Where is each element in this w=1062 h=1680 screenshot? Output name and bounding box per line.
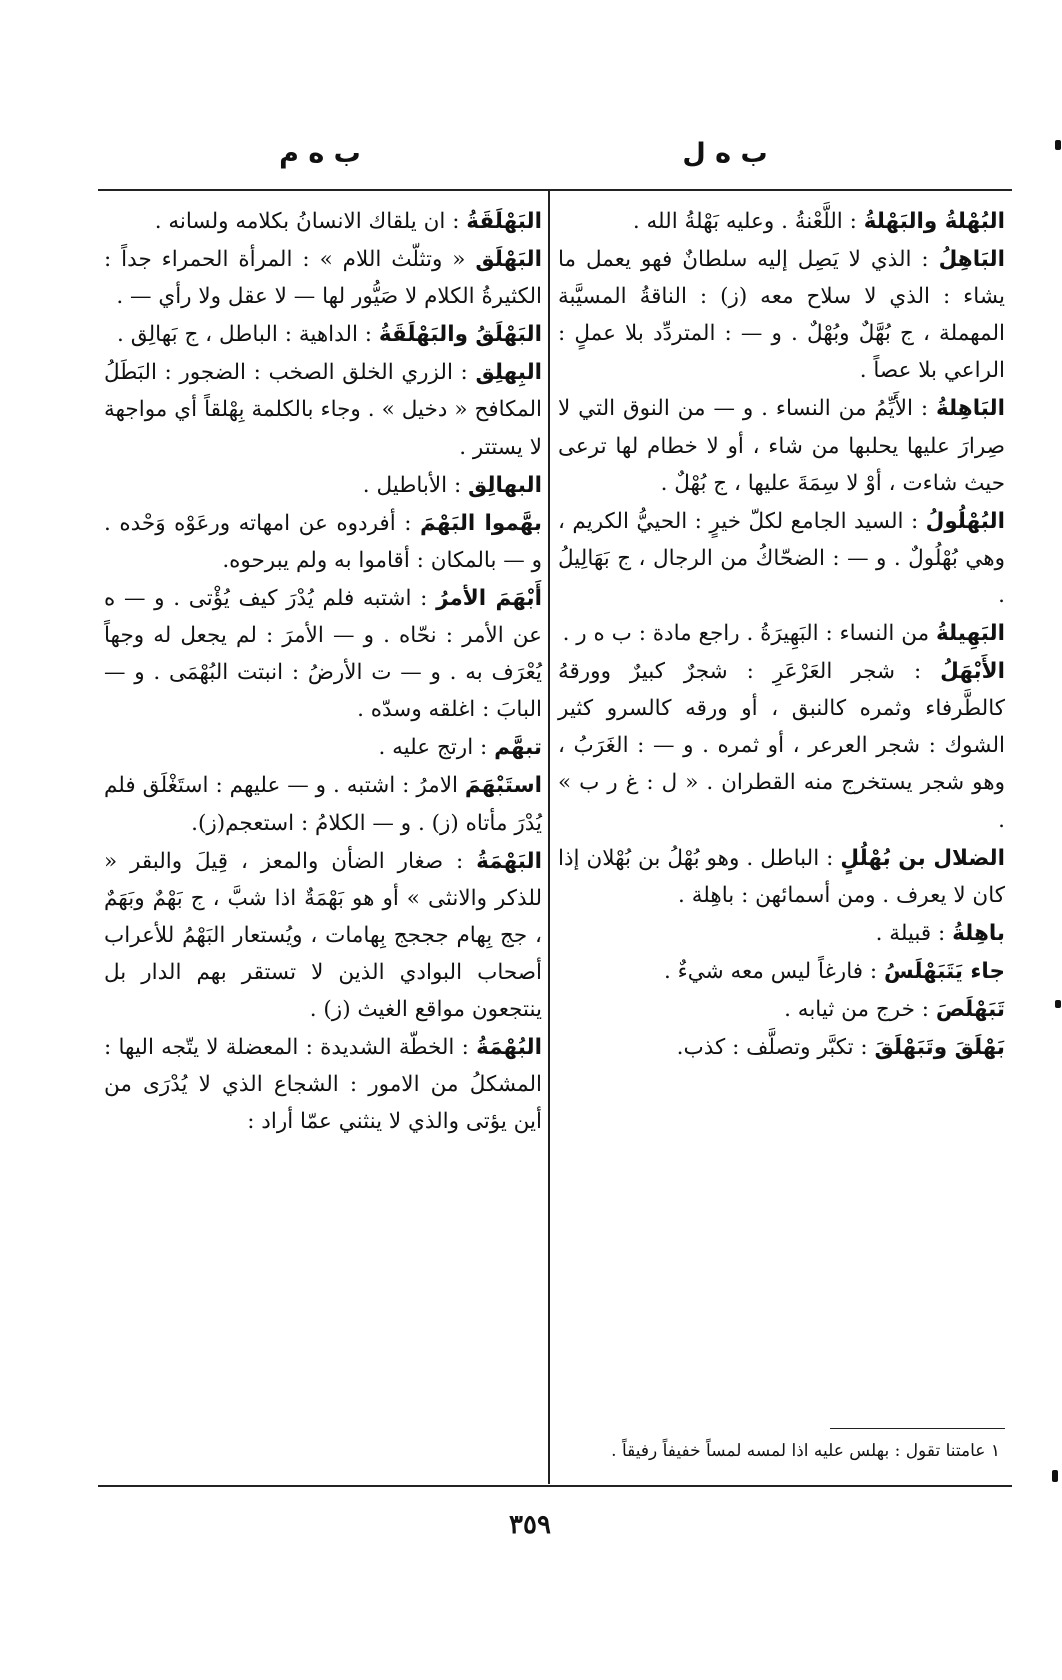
entry-definition: : فارغاً ليس معه شيءٌ . <box>663 958 878 984</box>
dictionary-entry <box>104 316 542 353</box>
dictionary-entry <box>104 767 542 841</box>
dictionary-entry <box>558 390 1005 501</box>
scan-speck <box>1052 1470 1058 1482</box>
entry-headword: البُهْلُولُ <box>925 508 1005 534</box>
entry-definition: : الأباطيل . <box>362 472 462 498</box>
dictionary-entry <box>104 843 542 1028</box>
entry-definition: الامرُ : اشتبه . و — عليهم : استَغْلَق فلم يُدْرَ مأتاه (ز) . و — الكلامُ : استعجم(ز). <box>104 773 542 836</box>
dictionary-entry <box>104 580 542 728</box>
entry-definition: : ان يلقاك الانسانُ بكلامه ولسانه . <box>154 209 460 234</box>
entry-headword: البِهلِق <box>475 360 543 386</box>
entry-definition: : الداهية : الباطل ، ج بَهالِق . <box>117 322 373 348</box>
entry-definition: : الباطل . وهو بُهْلُ بن بُهْلان إذا كان لا يعرف . ومن أسمائهن : باهِلة . <box>558 845 1005 908</box>
entry-headword: بَهْلَقَ وتَبَهْلَقَ <box>874 1035 1005 1061</box>
dictionary-entry <box>558 203 1005 240</box>
entry-headword: البهالِق <box>468 472 542 498</box>
entry-definition: : اشتبه فلم يُدْرَ كيف يُؤْتى . و — ه عن الأمر : نحّاه . و — الأمرَ : لم يجعل له وجهاً يُعْرَف به . و — ت الأرضُ : انبتت البُهْمَى . و — البابَ : اغلقه وسدّه . <box>104 585 542 723</box>
entry-headword: البَهِيلةُ <box>935 621 1005 647</box>
entry-headword: أَبْهَمَ الأمرُ <box>436 585 542 611</box>
dictionary-entry <box>104 729 542 766</box>
entry-headword: البُهْمَةُ <box>476 1035 542 1061</box>
dictionary-entry <box>558 503 1005 614</box>
entry-headword: البُهْلةُ والبَهْلةُ <box>863 209 1005 234</box>
top-rule <box>98 189 1012 191</box>
scan-speck <box>1055 140 1061 150</box>
entry-definition: : أفردوه عن امهاته ورعَوْه وَحْده . و — بالمكان : أقاموا به ولم يبرحوه. <box>104 510 542 573</box>
entry-headword: البَهْلَقَةُ <box>466 209 542 234</box>
dictionary-entry <box>104 241 542 315</box>
dictionary-entry <box>558 915 1005 952</box>
entry-headword: جاء يَتَبَهْلَسُ <box>883 958 1005 984</box>
entry-definition: : الأَيِّمُ من النساء . و — من النوق التي لا صِرارَ عليها يحلبها من شاء ، أو لا خطام لها ترعى حيث شاءت ، أوْ لا سِمَةَ عليها ، ج بُهْلٌ . <box>558 396 1005 496</box>
dictionary-entry <box>558 1029 1005 1066</box>
dictionary-entry <box>558 953 1005 990</box>
entry-definition: : الذي لا يَصِل إليه سلطانٌ فهو يعمل ما يشاء : الذي لا سلاح معه (ز) : الناقةُ المسيَّبة المهملة ، ج بُهَّلٌ وبُهْلٌ . و — : المتردِّد بلا عملٍ : الراعي بلا عصاً . <box>558 247 1005 384</box>
scan-speck <box>1055 1000 1061 1008</box>
entry-definition: : صغار الضأن والمعز ، قِيلَ والبقر « للذكر والانثى » أو هو بَهْمَةٌ اذا شبَّ ، ج بَهْمٌ وبَهَمٌ ، جج بِهام جججج بِهامات ، ويُستعار البَهْمُ للأعراب أصحاب البوادي الذين لا تستقر بهم الدار بل ينتجعون مواقع الغيث (ز) . <box>104 848 542 1022</box>
entry-definition: : قبيلة . <box>875 920 946 946</box>
dictionary-entry <box>558 615 1005 652</box>
dictionary-entry <box>558 991 1005 1028</box>
entry-headword: تَبَهْلَصَ <box>935 996 1005 1022</box>
entry-definition: : خرج من ثيابه . <box>784 996 929 1022</box>
entry-definition: : شجر العَرْعَرِ : شجرٌ كبيرٌ وورقهُ كالطَّرفاء وثمره كالنبق ، أو ورقه كالسرو كثير الشوك : شجر العرعر ، أو ثمره . و — : الغَرَبُ ، وهو شجر يستخرج منه القطران . « ل : غ ر ب » . <box>558 659 1005 833</box>
right-column-header: ب ه ل <box>682 138 768 169</box>
entry-definition: : تكبَّر وتصلَّف : كذب. <box>676 1035 868 1061</box>
column-divider <box>548 191 550 1484</box>
dictionary-entry <box>558 840 1005 914</box>
entry-definition: : السيد الجامع لكلّ خيرٍ : الحييُّ الكريم ، وهي بُهْلُولٌ . و — : الضحّاكُ من الرجال ، ج بَهَالِيلُ . <box>558 508 1005 608</box>
entry-headword: البَهْلَقُ والبَهْلَقَةُ <box>378 322 542 348</box>
left-column-header: ب ه م <box>279 138 361 169</box>
dictionary-entry <box>104 203 542 240</box>
entry-headword: الأَبْهَلُ <box>940 659 1005 685</box>
entry-headword: بهَّموا البَهْمَ <box>420 510 543 536</box>
entry-definition: : ارتج عليه . <box>378 735 488 761</box>
left-column <box>104 203 542 1141</box>
entry-definition: : الزري الخلق الصخب : الضجور : البَطَلُ المكافح « دخيل » . وجاء بالكلمة بِهْلقاً أي مواجهة لا يستتر . <box>104 360 542 460</box>
dictionary-entry <box>104 467 542 504</box>
entry-headword: باهِلةُ <box>952 920 1005 946</box>
entry-headword: الضلال بن بُهْلُلٍ <box>840 845 1005 871</box>
footnote: ١ عامتنا تقول : بهلس عليه اذا لمسه لمساً خفيفاً رفيقاً . <box>611 1441 1000 1461</box>
entry-headword: البَهْمَةُ <box>476 848 542 874</box>
entry-headword: البَاهِلُ <box>938 247 1005 273</box>
entry-headword: تبهَّم <box>494 735 542 761</box>
entry-headword: البَاهِلةُ <box>935 396 1005 422</box>
footnote-rule <box>830 1428 1005 1429</box>
dictionary-entry <box>558 241 1005 389</box>
entry-headword: استَبْهَمَ <box>464 773 542 799</box>
entry-definition: : الخطّة الشديدة : المعضلة لا يتّجه اليها : المشكلُ من الامور : الشجاع الذي لا يُدْرَى من أين يؤتى والذي لا ينثني عمّا أراد : <box>104 1035 542 1135</box>
dictionary-entry <box>558 653 1005 838</box>
page-number: ٣٥٩ <box>509 1510 551 1540</box>
bottom-rule <box>98 1485 1012 1487</box>
dictionary-entry <box>104 1029 542 1140</box>
entry-definition: من النساء : البَهِيرَةُ . راجع مادة : ب ه ر . <box>562 621 930 647</box>
entry-definition: : اللَّعْنةُ . وعليه بَهْلةُ الله . <box>632 209 857 234</box>
right-column <box>558 203 1005 1067</box>
entry-definition: « وتثلّث اللام » : المرأة الحمراء جداً : الكثيرةُ الكلام لا صَيُّور لها — لا عقل ولا رأي — . <box>104 247 542 310</box>
dictionary-entry <box>104 505 542 579</box>
dictionary-entry <box>104 354 542 465</box>
entry-headword: البَهْلَق <box>475 247 542 273</box>
